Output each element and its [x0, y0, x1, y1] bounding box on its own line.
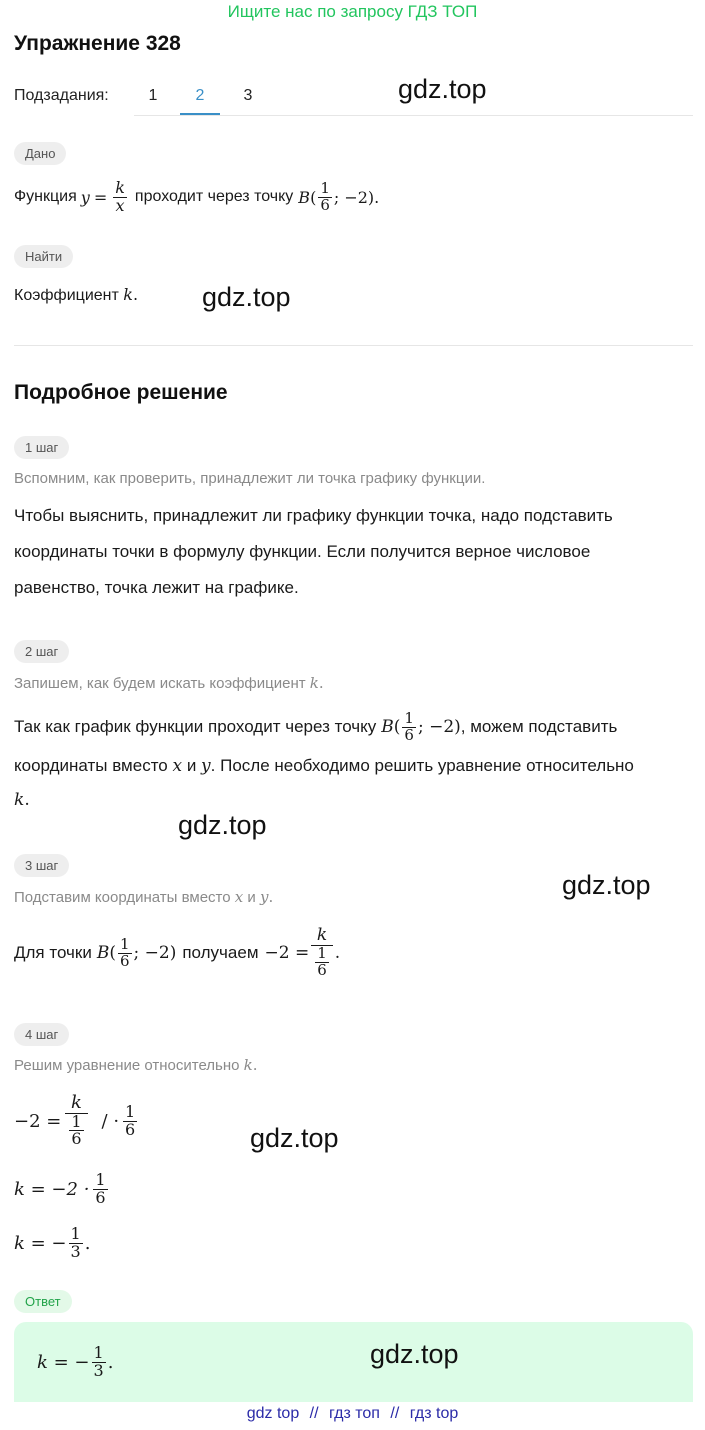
var-k: k — [14, 790, 25, 810]
given-statement — [14, 172, 379, 222]
step-2-line-2 — [14, 756, 634, 776]
fraction-denominator: 6 — [317, 960, 327, 979]
fraction-denominator: 6 — [125, 1119, 136, 1139]
eq-left: −2 = — [264, 943, 310, 963]
fraction-denominator: 3 — [93, 1360, 104, 1380]
step-1-explanation — [14, 498, 694, 606]
fraction-denominator: 6 — [320, 195, 330, 214]
point-rest: ; −2) — [133, 943, 177, 963]
step-2-line2-text: координаты вместо — [14, 756, 168, 775]
watermark: gdz.top — [370, 1339, 459, 1369]
compound-fraction — [311, 927, 333, 978]
step-3-hint — [14, 888, 273, 906]
step-3-text-mid: получаем — [182, 943, 259, 962]
step-2-line1-text: Так как график функции проходит через точку — [14, 717, 377, 736]
step-2-hint-text: Запишем, как будем искать коэффициент — [14, 675, 306, 692]
tab-subtask-3[interactable]: 3 — [243, 87, 253, 104]
point-x-fraction — [318, 178, 332, 214]
active-tab-indicator — [180, 113, 220, 115]
link-gdz-top-ru[interactable]: гдз топ — [329, 1405, 380, 1422]
step-2-badge: 2 шаг — [14, 640, 69, 663]
link-separator: // — [390, 1405, 400, 1422]
watermark: gdz.top — [178, 810, 267, 840]
point-rest: ; −2). — [333, 187, 380, 207]
step-1-badge: 1 шаг — [14, 436, 69, 459]
step-1-line: координаты точки в формулу функции. Если получится верное числовое — [14, 542, 591, 561]
watermark: gdz.top — [562, 870, 651, 900]
paren-open: ( — [109, 943, 116, 963]
fraction-denominator: 6 — [404, 725, 414, 744]
eq-left: k = −2 · — [14, 1178, 90, 1200]
conj-and: и — [186, 756, 197, 775]
fraction-denominator: 6 — [95, 1187, 106, 1207]
given-badge: Дано — [14, 142, 66, 165]
fraction-numerator: 1 — [119, 934, 130, 953]
solution-title: Подробное решение — [14, 381, 228, 404]
point-name: B — [298, 187, 311, 207]
step-2-line2-after: . После необходимо решить уравнение относительно — [210, 756, 634, 775]
tabs-divider — [134, 115, 693, 116]
section-divider — [14, 345, 693, 346]
multiplier-fraction — [93, 1169, 107, 1207]
step-4-line-2 — [14, 1164, 110, 1214]
fraction-numerator: 1 — [71, 1111, 82, 1131]
link-gdz-top-mixed[interactable]: гдз top — [409, 1405, 459, 1422]
step-4-badge: 4 шаг — [14, 1023, 69, 1046]
answer-box — [14, 1322, 693, 1402]
step-3-text-before: Для точки — [14, 943, 92, 962]
function-fraction — [113, 177, 127, 215]
point-rest: ; −2) — [417, 717, 461, 737]
subtasks-label: Подзадания: — [14, 87, 109, 104]
fraction-numerator: 1 — [70, 1223, 81, 1243]
find-var: k — [123, 285, 133, 304]
step-3-equation — [14, 912, 340, 994]
function-y: y — [80, 187, 90, 207]
link-gdz-top[interactable]: gdz top — [246, 1405, 300, 1422]
fraction-numerator: 1 — [95, 1169, 106, 1189]
fraction-numerator: k — [65, 1094, 87, 1114]
step-2-hint-end: . — [318, 674, 324, 692]
step-3-badge: 3 шаг — [14, 854, 69, 877]
search-banner: Ищите нас по запросу ГДЗ ТОП — [227, 2, 478, 21]
fraction-numerator: 1 — [93, 1342, 104, 1362]
multiplier-fraction — [123, 1101, 137, 1139]
step-4-line-3 — [14, 1218, 90, 1268]
var-k: k — [243, 1056, 253, 1074]
tab-subtask-2[interactable]: 2 — [195, 87, 205, 104]
fraction-numerator: k — [311, 927, 333, 946]
function-eq: = — [93, 187, 108, 207]
fraction-numerator: 1 — [320, 178, 330, 197]
fraction-denominator: 6 — [119, 951, 130, 970]
step-3-hint-text: Подставим координаты вместо — [14, 889, 231, 906]
step-2-line1-after: , можем подставить — [460, 717, 618, 736]
eq-left: k = − — [37, 1351, 90, 1373]
given-text-before: Функция — [14, 188, 77, 205]
var-y: y — [201, 756, 211, 776]
point-name: B — [381, 717, 394, 737]
fraction-denominator: x — [115, 195, 125, 215]
period: . — [24, 790, 30, 810]
var-x: x — [172, 756, 183, 776]
fraction-numerator: 1 — [404, 708, 414, 727]
period: . — [252, 1056, 258, 1074]
inner-fraction — [315, 946, 329, 979]
point-name: B — [96, 943, 110, 963]
operation: / · — [101, 1110, 120, 1132]
step-1-hint: Вспомним, как проверить, принадлежит ли точка графику функции. — [14, 470, 486, 487]
paren-open: ( — [310, 187, 317, 207]
point-x-fraction — [118, 934, 132, 970]
fraction-denominator — [311, 946, 333, 979]
fraction-numerator: 1 — [317, 944, 327, 963]
fraction-numerator: 1 — [125, 1101, 136, 1121]
step-2-hint — [14, 674, 324, 692]
answer-fraction — [92, 1342, 106, 1380]
inner-fraction — [69, 1111, 83, 1149]
step-1-line: равенство, точка лежит на графике. — [14, 578, 299, 597]
answer-badge: Ответ — [14, 1290, 72, 1313]
period: . — [334, 943, 341, 963]
period: . — [84, 1232, 91, 1254]
var-y: y — [259, 888, 269, 906]
eq-left: −2 = — [14, 1110, 62, 1132]
bottom-links — [0, 1405, 705, 1423]
paren-open: ( — [393, 717, 401, 737]
step-2-hint-var: k — [309, 674, 319, 692]
link-separator: // — [309, 1405, 319, 1422]
tab-subtask-1[interactable]: 1 — [148, 87, 158, 104]
compound-fraction — [65, 1091, 87, 1149]
period: . — [268, 888, 274, 906]
step-2-line-1 — [14, 702, 617, 752]
answer-value — [37, 1337, 113, 1387]
given-text-after: проходит через точку — [134, 188, 294, 205]
eq-left: k = − — [14, 1232, 67, 1254]
watermark: gdz.top — [398, 74, 487, 104]
period: . — [107, 1351, 114, 1373]
step-2-line-3 — [14, 790, 30, 810]
result-fraction — [69, 1223, 83, 1261]
fraction-denominator: 3 — [70, 1241, 81, 1261]
step-4-hint — [14, 1056, 258, 1074]
find-text: Коэффициент — [14, 287, 119, 304]
fraction-denominator — [65, 1111, 87, 1149]
conj-and: и — [247, 889, 256, 906]
var-x: x — [234, 888, 244, 906]
watermark: gdz.top — [250, 1123, 339, 1153]
find-statement — [14, 285, 138, 305]
step-4-line-1 — [14, 1080, 139, 1162]
fraction-numerator: k — [115, 177, 125, 197]
page-title: Упражнение 328 — [14, 32, 181, 55]
watermark: gdz.top — [202, 282, 291, 312]
find-badge: Найти — [14, 245, 73, 268]
point-x-fraction — [402, 708, 416, 744]
find-period: . — [132, 285, 139, 304]
step-1-line: Чтобы выяснить, принадлежит ли графику функции точка, надо подставить — [14, 506, 613, 525]
fraction-denominator: 6 — [71, 1129, 82, 1149]
step-4-hint-text: Решим уравнение относительно — [14, 1057, 240, 1074]
